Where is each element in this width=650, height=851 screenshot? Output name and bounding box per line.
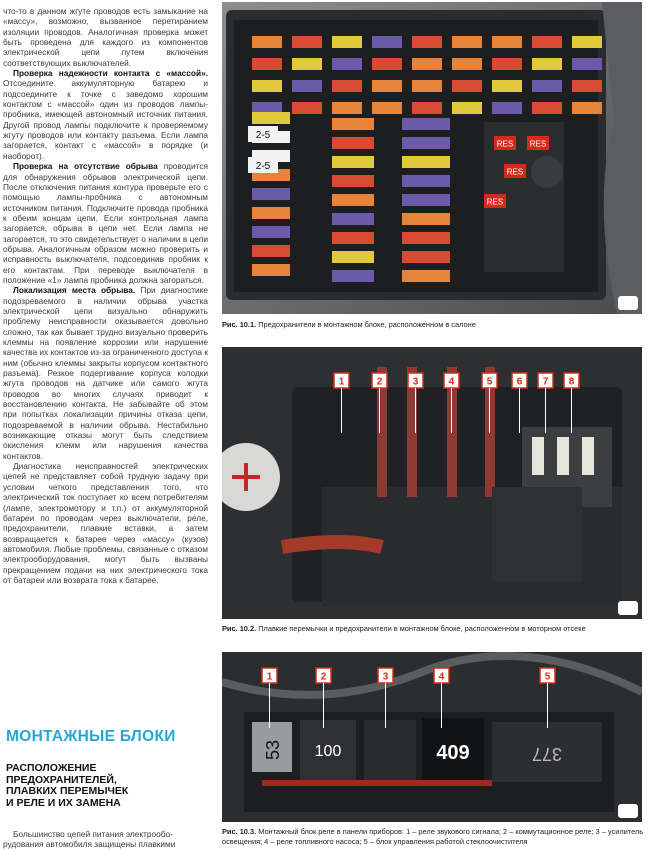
fuse [332, 194, 374, 206]
small-fuse-label: 2-5 [255, 161, 271, 172]
sub-title-line: И РЕЛЕ И ИХ ЗАМЕНА [6, 796, 121, 809]
callout-label: 2 [320, 671, 327, 683]
corner-mark [618, 804, 638, 818]
break-heading: Проверка на отсутствие обрыва [13, 161, 158, 172]
callout-label: 1 [338, 376, 345, 388]
fuse [252, 264, 290, 276]
fuse [532, 80, 562, 92]
res-label: RES [506, 167, 524, 177]
fuse [572, 102, 602, 114]
relay-block-photo [222, 652, 642, 822]
fuse [252, 58, 282, 70]
fuse [332, 118, 374, 130]
fig3-caption-label: Рис. 10.3. [222, 827, 257, 836]
intro-paragraph: что-то в данном жгуте проводов есть замыкание на «массу», возможно, вызванное перетиранием изоляции проводов. Аналогичная проверка может быть проведена для каждого из компонентов электрической цепи путем включения соответствующих выключателей. [3, 6, 208, 68]
fuse [332, 213, 374, 225]
fig2-caption-label: Рис. 10.2. [222, 624, 257, 633]
fuse [402, 194, 450, 206]
break-paragraph [3, 161, 208, 285]
fuse [372, 102, 402, 114]
engine-bay-illustration [222, 347, 642, 619]
res-label: RES [529, 139, 547, 149]
fuse [332, 270, 374, 282]
fuse [492, 58, 522, 70]
callout-label: 3 [382, 671, 389, 683]
fuse-block-illustration [222, 2, 642, 314]
local-paragraph [3, 285, 208, 461]
fuse [372, 36, 402, 48]
fig1-caption-text: Предохранители в монтажном блоке, расположенном в салоне [258, 320, 476, 329]
local-heading: Локализация места обрыва. [13, 285, 136, 296]
fuse [452, 102, 482, 114]
fuse [292, 102, 322, 114]
fig1-caption [222, 320, 647, 330]
bottom-line: рудования автомобиля защищены плавкими [3, 839, 176, 850]
fuse [252, 226, 290, 238]
fuse [412, 102, 442, 114]
fuse [572, 58, 602, 70]
callout-label: 5 [544, 671, 551, 683]
bottom-line: Большинство цепей питания электрообо- [13, 829, 173, 839]
fuse [332, 80, 362, 92]
fuse [452, 80, 482, 92]
callout-label: 7 [542, 376, 549, 388]
fuse [332, 251, 374, 263]
contact-text: Отсоедините аккумуляторную батарею и подсоедините к точке с заведомо хорошим контактом с «массой» один из проводов лампы-пробника, имеющей автономный источник питания. Другой провод лампы подключите к проверяемому жгуту проводов или контакту разъема. Если лампа загорается, контакт с «массой» в порядке (и наоборот). [3, 78, 208, 161]
contact-heading: Проверка надежности контакта с «массой». [13, 68, 208, 79]
fig2-caption [222, 624, 647, 634]
fuse [402, 213, 450, 225]
fuse-block-photo [222, 2, 642, 314]
relay-5-label: 377 [531, 744, 563, 764]
callout-label: 6 [516, 376, 523, 388]
bottom-paragraph [3, 829, 208, 850]
sub-title-line: РАСПОЛОЖЕНИЕ [6, 762, 97, 774]
fuse [252, 36, 282, 48]
relay-2-label: 100 [314, 743, 342, 760]
engine-bay-photo [222, 347, 642, 619]
fuse [292, 58, 322, 70]
fuse [402, 156, 450, 168]
fuse [412, 36, 442, 48]
fuse [332, 102, 362, 114]
fuse [252, 80, 282, 92]
fuse [402, 118, 450, 130]
fuse [572, 80, 602, 92]
local-text: При диагностике подозреваемого в наличии обрыва участка электрической цепи визуально обнаружить проблему неисправности оказывается довольно сложно, так как бывает трудно визуально проверить клеммы на появление коррозии или нарушение качества их контактов из-за ограниченного доступа к ним (обычно клеммы закрыты корпусом контактного разъема). Резкое подергивание корпуса колодки жгута проводов на датчике или самого жгута проводов во многих случаях приводит к восстановлению контакта. Не забывайте об этом при попытках локализации причины отказа цепи, подозреваемой в наличии обрыва. Нестабильно возникающие отказы могут быть следствием окисления клемм или нарушения качества контактов. [3, 285, 208, 461]
sub-title-line: ПРЕДОХРАНИТЕЛЕЙ, [6, 773, 117, 786]
fuse [332, 232, 374, 244]
callout-label: 4 [438, 671, 445, 683]
corner-mark [618, 296, 638, 310]
fuse [402, 270, 450, 282]
fuse [332, 137, 374, 149]
fuse [332, 36, 362, 48]
fuse [372, 58, 402, 70]
callout-label: 2 [376, 376, 383, 388]
fig3-caption [222, 827, 647, 846]
break-text: проводится для обнаружения обрывов электрической цепи. После отключения питания контура проверьте его с помощью лампы-пробника с автономным источником питания. Подключите провода пробника к обеим концам цепи. Если контрольная лампа загорается, обрыва в цепи нет. Если лампа не загорается, то это свидетельствует о наличии в цепи обрыва. Аналогичным образом можно проверить и исправность выключателя, подсоединив пробник к его контактам. При переводе выключателя в положение «1» лампа пробника должна загораться. [3, 161, 208, 285]
callout-label: 8 [568, 376, 575, 388]
fuse [402, 137, 450, 149]
fuse [532, 36, 562, 48]
fig3-caption-items: 1 – реле звукового сигнала; 2 – коммутационное реле; 3 – усилитель освещения; 4 – реле топливного насоса; 5 – блок управления работой стеклоочистителя [222, 827, 644, 846]
fuse [492, 80, 522, 92]
fuse [492, 36, 522, 48]
article-text-column [0, 0, 212, 851]
fig1-caption-label: Рис. 10.1. [222, 320, 257, 329]
relay-4-label: 409 [436, 742, 470, 764]
fuse [532, 58, 562, 70]
fig3-caption-text: Монтажный блок реле в панели приборов: [258, 827, 405, 836]
callout-label: 5 [486, 376, 493, 388]
fuse [532, 102, 562, 114]
fuse [402, 175, 450, 187]
small-fuse-label: 2-5 [255, 130, 271, 141]
fuse [252, 112, 290, 124]
res-label: RES [496, 139, 514, 149]
corner-mark [618, 601, 638, 615]
fuse [412, 58, 442, 70]
fuse [412, 80, 442, 92]
fuse [332, 58, 362, 70]
contact-paragraph [3, 68, 208, 161]
callout-label: 4 [448, 376, 455, 388]
fuse [252, 188, 290, 200]
fuse [292, 36, 322, 48]
fuse [252, 207, 290, 219]
fuse [572, 36, 602, 48]
sub-title [6, 763, 128, 809]
fuse [492, 102, 522, 114]
fuse [452, 58, 482, 70]
fuse [332, 175, 374, 187]
fuse [372, 80, 402, 92]
fuse [292, 80, 322, 92]
fuse [452, 36, 482, 48]
fuse [332, 156, 374, 168]
diag-paragraph: Диагностика неисправностей электрических цепей не представляет собой трудную задачу при условии четкого представления того, что электрический ток поступает ко всем потребителям (лампе, электромотору и т.п.) от аккумуляторной батареи по проводам через выключатели, реле, предохранители, плавкие вставки, а затем возвращается к батарее через «массу» (кузов) автомобиля. Любые проблемы, связанные с отказом электрооборудования, могут быть вызваны прекращением подачи на них электрического тока от батареи или возврата тока к батарее. [3, 461, 208, 585]
callout-label: 3 [412, 376, 419, 388]
relay-block-illustration [222, 652, 642, 822]
fuse [402, 251, 450, 263]
fig2-caption-text: Плавкие перемычки и предохранители в монтажном блоке, расположенном в моторном отсеке [258, 624, 586, 633]
section-title: МОНТАЖНЫЕ БЛОКИ [6, 728, 176, 745]
sub-title-line: ПЛАВКИХ ПЕРЕМЫЧЕК [6, 785, 129, 797]
fuse [402, 232, 450, 244]
res-label: RES [486, 197, 504, 207]
fuse [252, 245, 290, 257]
callout-label: 1 [266, 671, 273, 683]
relay-1-label: 53 [263, 739, 283, 761]
